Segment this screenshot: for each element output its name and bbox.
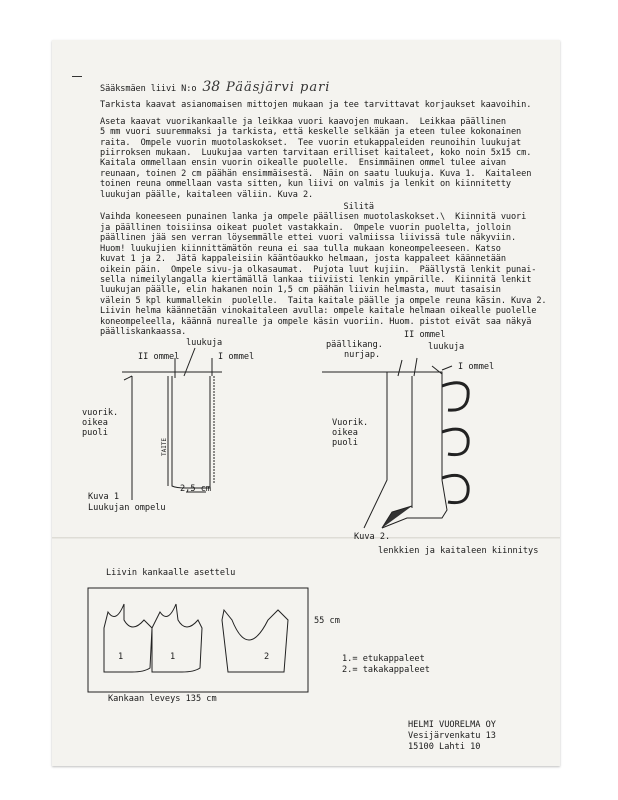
text-line: Silitä <box>100 202 374 213</box>
figure-2 <box>292 40 560 560</box>
text-line: päälliskankaassa. <box>100 326 187 337</box>
text-line: koneompeleella, käännä nurealle ja ompele käsin vuoriin. Huom. pistot eivät saa näkyä <box>100 316 532 327</box>
piece-label-1b: 1 <box>170 652 176 662</box>
text-line: 5 mm vuori suuremmaksi ja tarkista, että keskelle selkään ja eteen tulee kokonainen <box>100 127 522 138</box>
text-line: Vaihda koneeseen punainen lanka ja ompele päällisen muotolaskokset.\ Kiinnitä vuori <box>100 212 527 223</box>
layout-title: Liivin kankaalle asettelu <box>106 568 236 578</box>
text-line: luukujan päälle, elin hakanen noin 1,5 cm päähän liivin helmasta, muut tasaisin <box>100 285 501 296</box>
height-label: 55 cm <box>314 616 340 626</box>
text-line: Kaitala ommellaan ensin vuorin oikealle puolelle. Ensimmäinen ommel tulee aivan <box>100 158 506 169</box>
piece-label-2: 2 <box>264 652 270 662</box>
fig1-side-label: vuorik. oikea puoli <box>82 408 119 438</box>
legend-1: 1.= etukappaleet <box>342 654 425 664</box>
text-line: kuvat 1 ja 2. Jätä kappaleisiin kääntöaukko helmaan, josta kappaleet käännetään <box>100 254 506 265</box>
figure-1 <box>52 40 302 520</box>
fig2-nurjap-label: nurjap. <box>344 350 381 360</box>
text-line: toinen reuna ommellaan vasta sitten, kun liivi on valmis ja lenkit on kiinnitetty <box>100 179 511 190</box>
text-line: Huom! luukujien kiinnittämätön reuna ei saa tulla mukaan koneompeleeseen. Katso <box>100 243 501 254</box>
fig1-ii-ommel-label: II ommel <box>138 352 180 362</box>
text-line: välein 5 kpl kummallekin puolelle. Taita kaitale päälle ja ompele reuna käsin. Kuva 2. <box>100 295 547 306</box>
fig2-i-ommel-label: I ommel <box>458 362 495 372</box>
text-line: luukujan päälle, kaitaleen väliin. Kuva 2. <box>100 189 314 200</box>
fig2-caption-2: lenkkien ja kaitaleen kiinnitys <box>378 546 539 556</box>
piece-label-1a: 1 <box>118 652 124 662</box>
text-line: sella nimeilylangalla kiertämällä lankaa tiiviisti lenkin ympärille. Kiinnitä lenkit <box>100 274 532 285</box>
fig2-caption-1: Kuva 2. <box>354 532 391 542</box>
figure-2-drawing <box>292 40 560 560</box>
header-number: 38 <box>202 79 221 95</box>
text-line: päällinen jää sen verran löysemmälle ettei vuori valmiissa liivissä tule näkyviin. <box>100 233 517 244</box>
fig1-luukuja-label: luukuja <box>186 338 223 348</box>
header-label: Sääksmäen liivi N:o <box>100 84 197 94</box>
fig2-side-label: Vuorik. oikea puoli <box>332 418 369 448</box>
instruction-sheet <box>52 40 560 766</box>
fig2-paallikang-label: päällikang. <box>326 340 383 350</box>
width-label: Kankaan leveys 135 cm <box>108 694 217 704</box>
text-line: reunaan, toinen 2 cm päähän ensimmäisestä. Näin on saatu luukuja. Kuva 1. Kaitaleen <box>100 168 532 179</box>
company-name: HELMI VUORELMA OY <box>408 720 496 730</box>
company-street: Vesijärvenkatu 13 <box>408 731 496 741</box>
figure-1-drawing <box>52 40 302 520</box>
fig2-luukuja-label: luukuja <box>428 342 465 352</box>
fig2-ii-ommel-label: II ommel <box>404 330 446 340</box>
fig1-taite-label: TAITE <box>161 437 169 457</box>
fig1-caption-2: Luukujan ompelu <box>88 503 166 513</box>
legend-2: 2.= takakappaleet <box>342 665 430 675</box>
text-line: ja päällinen toisiinsa oikeat puolet vastakkain. Ompele vuorin puolelta, jolloin <box>100 222 511 233</box>
header-name: Pääsjärvi pari <box>226 80 331 95</box>
intro-text: Tarkista kaavat asianomaisen mittojen mukaan ja tee tarvittavat korjaukset kaavoihin. <box>100 100 532 111</box>
company-city: 15100 Lahti 10 <box>408 742 481 752</box>
text-line: oikein päin. Ompele sivu-ja olkasaumat. Pujota luut kujiin. Päällystä lenkit punai- <box>100 264 537 275</box>
text-line: Liivin helma käännetään vinokaitaleen avulla: ompele kaitale helmaan oikealle puolelle <box>100 306 537 317</box>
text-line: Aseta kaavat vuorikankaalle ja leikkaa vuori kaavojen mukaan. Leikkaa päällinen <box>100 116 506 127</box>
text-line: raita. Ompele vuorin muotolaskokset. Tee vuorin etukappaleiden reunoihin luukujat <box>100 137 522 148</box>
fig1-width-label: 2,5 cm <box>180 484 212 494</box>
text-line: piirroksen mukaan. Luukujaa varten tarvitaan erilliset kaitaleet, koko noin 5x15 cm. <box>100 148 532 159</box>
fig1-i-ommel-label: I ommel <box>218 352 255 362</box>
fig1-caption-1: Kuva 1 <box>88 492 120 502</box>
